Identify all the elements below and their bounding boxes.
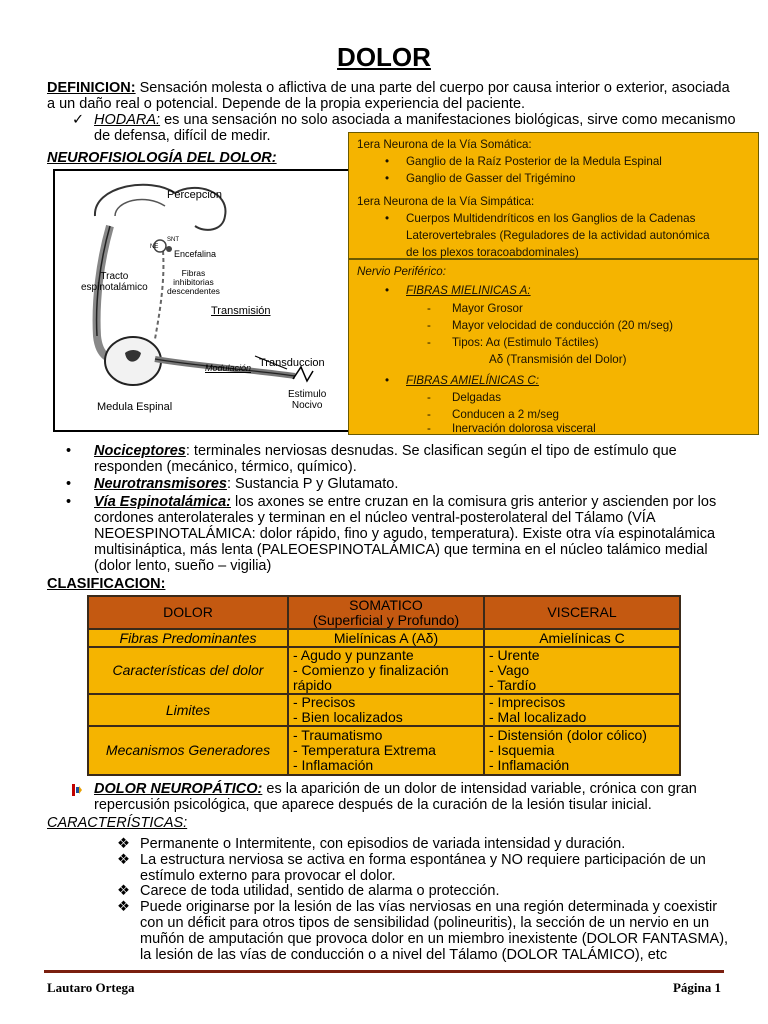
- label-estimulo-1: Estimulo: [288, 389, 327, 400]
- cell-line: - Tardío: [489, 677, 537, 693]
- simpatica-item-l3: de los plexos toracoabdominales): [406, 246, 579, 259]
- caracteristica-line: muñón de amputación que provoca dolor en un miembro inexistente (DOLOR FANTASMA),: [140, 931, 729, 947]
- table-row: [88, 629, 680, 647]
- caracteristica-line: estímulo externo para provocar el dolor.: [140, 868, 396, 884]
- label-estimulo: [288, 389, 326, 411]
- caracteristica-item: [140, 899, 750, 963]
- bullet-dot: •: [66, 476, 72, 492]
- label-tracto: [81, 271, 148, 293]
- cell-line: - Precisos: [293, 694, 356, 710]
- caracteristica-line: La estructura nerviosa se activa en forma espontánea y NO requiere participación de un: [140, 852, 706, 868]
- label-snt: SNT: [167, 237, 179, 243]
- nervio-title: Nervio Periférico:: [357, 265, 446, 278]
- row-label: Fibras Predominantes: [88, 629, 288, 647]
- caracteristica-item: Permanente o Intermitente, con episodios de variada intensidad y duración.: [140, 836, 626, 852]
- header-somatico-title: SOMATICO: [349, 596, 423, 613]
- simpatica-item-l1: Cuerpos Multidendríticos en los Ganglios de la Cadenas: [406, 212, 696, 225]
- label-fibras-1: Fibras: [181, 268, 206, 278]
- label-transmision: Transmisión: [211, 305, 271, 317]
- amielinicas-item-2: Conducen a 2 m/seg: [452, 408, 559, 421]
- dash: -: [427, 319, 431, 332]
- neuropatico-label: DOLOR NEUROPÁTICO:: [94, 781, 263, 797]
- somatica-item-2: Ganglio de Gasser del Trigémino: [406, 172, 576, 185]
- label-medula: Medula Espinal: [97, 401, 173, 413]
- cell-visceral: [484, 647, 680, 694]
- cell-somatico: [288, 726, 484, 775]
- via-text-1: los axones se entre cruzan en la comisura gris anterior y ascienden por los: [231, 494, 717, 510]
- nociceptores-paragraph: [94, 443, 754, 475]
- neuropatico-text-1: es la aparición de un dolor de intensidad variable, crónica con gran: [262, 781, 697, 797]
- hodara-text-2: de defensa, difícil de medir.: [94, 128, 271, 144]
- header-visceral: VISCERAL: [484, 596, 680, 629]
- dash: -: [427, 408, 431, 421]
- cell-line: - Agudo y punzante: [293, 647, 414, 663]
- table-row: [88, 726, 680, 775]
- definicion-text-2: a un daño real o potencial. Depende de la propia experiencia del paciente.: [47, 96, 526, 112]
- label-percepcion: Percepcion: [167, 189, 223, 201]
- via-text-2: cordones anterolaterales y terminan en el núcleo ventral-posterolateral del Tálamo (VÍA: [94, 510, 656, 526]
- mielinicas-label: FIBRAS MIELINICAS A:: [406, 284, 531, 297]
- row-label: Limites: [88, 694, 288, 726]
- label-fibras-2: inhibitorias: [173, 277, 214, 287]
- cell-line: - Comienzo y finalización: [293, 662, 449, 678]
- caracteristicas-heading: CARACTERÍSTICAS:: [47, 815, 188, 831]
- neurotransmisores-paragraph: [94, 476, 754, 492]
- cell-visceral: Amielínicas C: [484, 629, 680, 647]
- nociceptores-label: Nociceptores: [94, 443, 186, 459]
- clasificacion-heading: CLASIFICACION:: [47, 576, 166, 592]
- cell-line: - Vago: [489, 662, 530, 678]
- diamond-bullet-icon: ❖: [117, 883, 130, 899]
- somatica-item-1: Ganglio de la Raíz Posterior de la Medula Espinal: [406, 155, 662, 168]
- neurotransmisores-label: Neurotransmisores: [94, 476, 227, 492]
- caracteristica-item: [140, 852, 740, 884]
- caracteristica-item: Carece de toda utilidad, sentido de alarma o protección.: [140, 883, 500, 899]
- somatica-title: 1era Neurona de la Vía Somática:: [357, 138, 532, 151]
- cell-line: - Traumatismo: [293, 727, 383, 743]
- cell-line: - Inflamación: [489, 757, 570, 773]
- arrow-bullet-icon: [71, 783, 83, 797]
- label-tracto-2: espinotalámico: [81, 282, 148, 293]
- table-header-row: [88, 596, 680, 629]
- dash: -: [427, 336, 431, 349]
- cell-line: - Mal localizado: [489, 709, 587, 725]
- nociceptores-text-2: responden (mecánico, térmico, químico).: [94, 459, 357, 475]
- via-text-5: (dolor lento, sueño – vigilia): [94, 558, 272, 574]
- row-label: Características del dolor: [88, 647, 288, 694]
- footer-author: Lautaro Ortega: [47, 980, 135, 995]
- definicion-text-1: Sensación molesta o aflictiva de una parte del cuerpo por causa interior o exterior, asociada: [135, 80, 730, 96]
- neuronas-box: [348, 132, 759, 259]
- mielinicas-item-3: Tipos: Aα (Estimulo Táctiles): [452, 336, 599, 349]
- mielinicas-item-2: Mayor velocidad de conducción (20 m/seg): [452, 319, 674, 332]
- label-modulacion: Modulación: [205, 363, 252, 373]
- bullet-dot: •: [385, 212, 390, 225]
- caracteristica-line: Puede originarse por la lesión de las vías nerviosas en una región determinada y coexistir: [140, 899, 718, 915]
- header-dolor: DOLOR: [88, 596, 288, 629]
- clasificacion-table: [87, 595, 681, 776]
- cell-line: - Temperatura Extrema: [293, 742, 436, 758]
- dash: -: [427, 422, 431, 435]
- cell-line: - Imprecisos: [489, 694, 566, 710]
- amielinicas-item-1: Delgadas: [452, 391, 501, 404]
- row-label: Mecanismos Generadores: [88, 726, 288, 775]
- label-transduccion: Transduccion: [259, 357, 325, 369]
- footer-divider: [44, 970, 724, 973]
- cell-line: - Inflamación: [293, 757, 374, 773]
- cell-somatico: [288, 694, 484, 726]
- via-paragraph: [94, 494, 759, 574]
- cell-line: rápido: [293, 677, 332, 693]
- cell-visceral: [484, 694, 680, 726]
- label-tracto-1: Tracto: [100, 271, 129, 282]
- checkmark-icon: ✓: [72, 112, 85, 128]
- cell-visceral: [484, 726, 680, 775]
- cell-somatico: [288, 647, 484, 694]
- cell-line: - Urente: [489, 647, 540, 663]
- cell-somatico: Mielínicas A (Aδ): [288, 629, 484, 647]
- neurofisiologia-heading: NEUROFISIOLOGÍA DEL DOLOR:: [47, 150, 277, 166]
- via-label: Vía Espinotalámica:: [94, 494, 231, 510]
- header-somatico: [288, 596, 484, 629]
- cell-line: - Bien localizados: [293, 709, 403, 725]
- nociceptores-text-1: : terminales nerviosas desnudas. Se clasifican según el tipo de estímulo que: [185, 443, 677, 459]
- header-somatico-sub: (Superficial y Profundo): [312, 611, 460, 628]
- label-fibras: [167, 269, 220, 296]
- bullet-dot: •: [66, 443, 72, 459]
- label-fibras-3: descendentes: [167, 286, 220, 296]
- label-estimulo-2: Nocivo: [291, 400, 323, 411]
- diamond-bullet-icon: ❖: [117, 852, 130, 868]
- definicion-label: DEFINICION:: [47, 80, 136, 96]
- amielinicas-label: FIBRAS AMIELÍNICAS C:: [406, 374, 539, 387]
- simpatica-item: [406, 210, 756, 261]
- via-text-3: NEOESPINOTALÁMICA: dolor rápido, fino y agudo, temperatura). Existe otra vía espinotalámica: [94, 526, 716, 542]
- neurophysiology-diagram: [53, 169, 353, 432]
- amielinicas-item-3: Inervación dolorosa visceral: [452, 422, 596, 435]
- table-row: [88, 647, 680, 694]
- bullet-dot: •: [66, 494, 72, 510]
- dash: -: [427, 391, 431, 404]
- label-ne: NE: [150, 244, 159, 250]
- bullet-dot: •: [385, 284, 390, 297]
- cell-line: - Distensión (dolor cólico): [489, 727, 647, 743]
- neuropatico-text-2: repercusión psicológica, que aparece después de la curación de la lesión tisular inicial.: [94, 797, 652, 813]
- bullet-dot: •: [385, 374, 390, 387]
- footer-page: Página 1: [672, 980, 721, 995]
- simpatica-item-l2: Laterovertebrales (Reguladores de la actividad autonómica: [406, 229, 710, 242]
- table-row: [88, 694, 680, 726]
- hodara-label: HODARA:: [94, 112, 161, 128]
- cell-line: - Isquemia: [489, 742, 555, 758]
- bullet-dot: •: [385, 155, 390, 168]
- diamond-bullet-icon: ❖: [117, 899, 130, 915]
- bullet-dot: •: [385, 172, 390, 185]
- mielinicas-item-1: Mayor Grosor: [452, 302, 523, 315]
- label-encefalina: Encefalina: [174, 249, 217, 259]
- definicion-paragraph: [47, 80, 747, 112]
- nervio-periferico-box: [348, 259, 759, 435]
- diamond-bullet-icon: ❖: [117, 836, 130, 852]
- simpatica-title: 1era Neurona de la Vía Simpática:: [357, 195, 535, 208]
- hodara-text-1: es una sensación no solo asociada a manifestaciones biológicas, sirve como mecanismo: [160, 112, 736, 128]
- via-text-4: multisináptica, más lenta (PALEOESPINOTALÁMICA) que termina en el núcleo talámico medial: [94, 542, 708, 558]
- dash: -: [427, 302, 431, 315]
- page-title: DOLOR: [337, 42, 431, 72]
- neurotransmisores-text: : Sustancia P y Glutamato.: [226, 476, 399, 492]
- caracteristica-line: con un déficit para otros tipos de sensibilidad (polineuritis), la sección de un nervio en un: [140, 915, 710, 931]
- mielinicas-extra: Aδ (Transmisión del Dolor): [489, 353, 627, 366]
- neuropatico-paragraph: [94, 781, 754, 813]
- caracteristica-line: la lesión de las vías de conducción o a nivel del Tálamo (DOLOR TALÁMICO), etc: [140, 947, 668, 963]
